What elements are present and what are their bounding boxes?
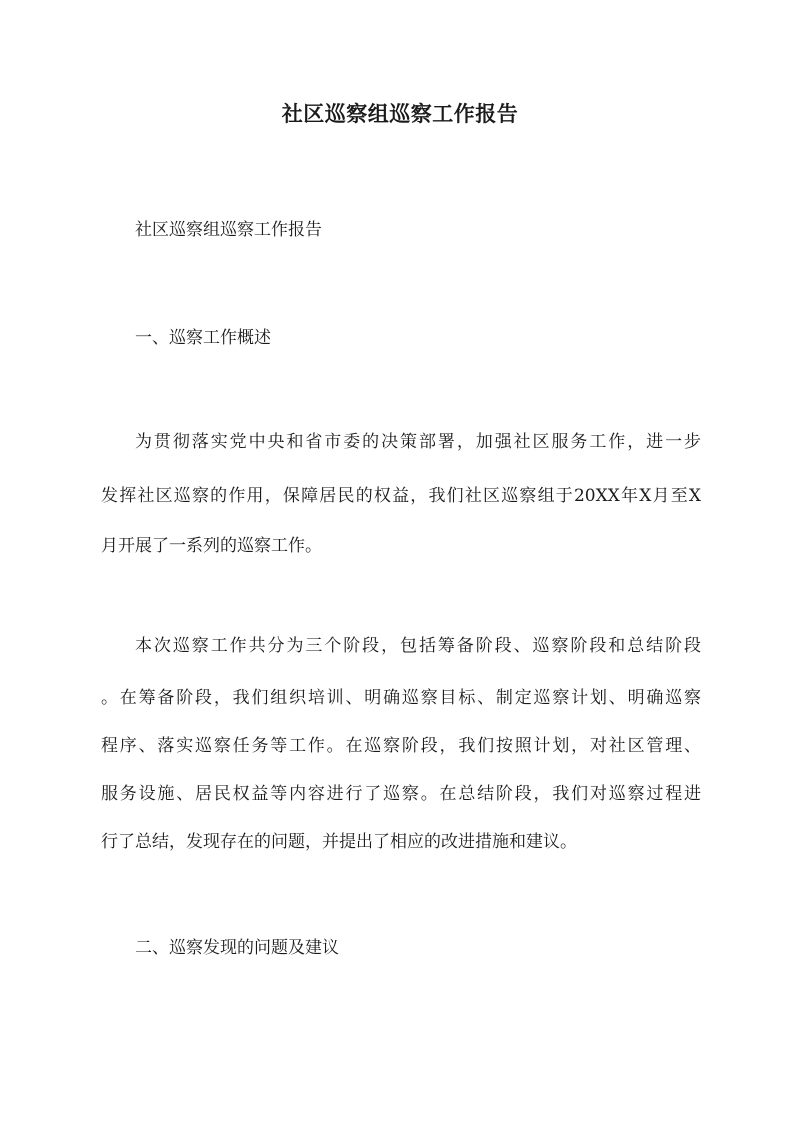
section-heading-issues: 二、巡察发现的问题及建议 xyxy=(135,938,339,958)
paragraph-line: 为贯彻落实党中央和省市委的决策部署，加强社区服务工作，进一步 xyxy=(135,432,701,452)
paragraph-line: 行了总结，发现存在的问题，并提出了相应的改进措施和建议。 xyxy=(101,832,577,852)
paragraph-line: 。在筹备阶段，我们组织培训、明确巡察目标、制定巡察计划、明确巡察 xyxy=(101,688,701,708)
document-subtitle: 社区巡察组巡察工作报告 xyxy=(135,220,322,240)
paragraph-line: 程序、落实巡察任务等工作。在巡察阶段，我们按照计划，对社区管理、 xyxy=(101,736,701,756)
document-title: 社区巡察组巡察工作报告 xyxy=(281,101,519,126)
paragraph-line: 本次巡察工作共分为三个阶段，包括筹备阶段、巡察阶段和总结阶段 xyxy=(135,636,701,656)
paragraph-line: 月开展了一系列的巡察工作。 xyxy=(101,536,322,556)
section-heading-overview: 一、巡察工作概述 xyxy=(135,328,271,348)
paragraph-line: 发挥社区巡察的作用，保障居民的权益，我们社区巡察组于20XX年X月至X xyxy=(101,486,701,506)
paragraph-line: 服务设施、居民权益等内容进行了巡察。在总结阶段，我们对巡察过程进 xyxy=(101,784,701,804)
